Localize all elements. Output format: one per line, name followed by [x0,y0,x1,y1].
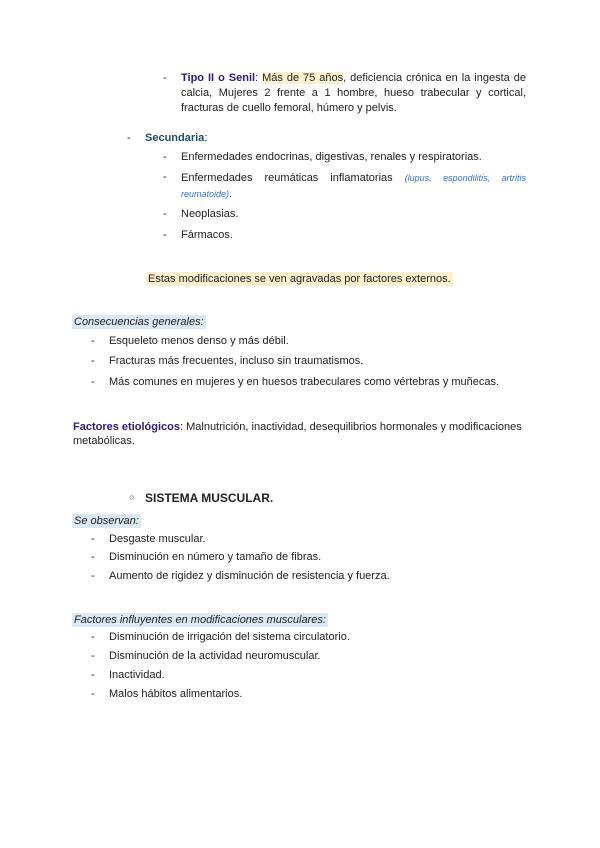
bullet-dash: - [127,132,131,144]
tipo2-highlight: Más de 75 años [262,72,344,84]
list-item: Enfermedades reumáticas inflamatorias (lupus, espondilitis, artritis reumatoide). [181,172,527,200]
secundaria-label: Secundaria [145,132,205,144]
bullet-dash: - [91,631,95,643]
observan-title: Se observan: [74,515,139,527]
agravadas-note: Estas modificaciones se ven agravadas por factores externos. [148,273,451,285]
list-item: Disminución de irrigación del sistema circulatorio. [109,631,350,643]
bullet-dash: - [91,688,95,700]
secundaria-heading: Secundaria: [145,132,208,144]
bullet-dash: - [91,355,95,367]
bullet-dash: - [163,208,167,220]
list-item-note: (lupus, espondilitis, artritis reumatoide) [181,173,527,199]
list-item: Neoplasias. [181,208,239,220]
list-item: Enfermedades endocrinas, digestivas, renales y respiratorias. [181,151,482,163]
factores-title: Factores influyentes en modificaciones musculares: [74,614,326,626]
list-item: Aumento de rigidez y disminución de resistencia y fuerza. [109,570,390,582]
list-item-text: Enfermedades reumáticas inflamatorias [181,172,393,184]
list-item: Inactividad. [109,669,165,681]
list-item: Desgaste muscular. [109,533,206,545]
list-item: Disminución de la actividad neuromuscular. [109,650,321,662]
list-item: Fármacos. [181,229,233,241]
bullet-dash: - [163,151,167,163]
tipo2-text: , deficiencia crónica en la ingesta de calcia, Mujeres 2 frente a 1 hombre, hueso trabecular y cortical, fracturas de cuello femoral, húmero y pelvis. [181,72,526,114]
list-item: Fracturas más frecuentes, incluso sin traumatismos. [109,355,364,367]
bullet-dash: - [91,376,95,388]
consecuencias-title: Consecuencias generales: [74,316,204,328]
circle-bullet-icon: ○ [129,492,135,502]
etiologicos-text: : Malnutrición, inactividad, desequilibrios hormonales y modificaciones metabólicas. [73,421,522,447]
bullet-dash: - [91,335,95,347]
list-item: Más comunes en mujeres y en huesos trabeculares como vértebras y muñecas. [109,376,500,388]
bullet-dash: - [163,72,167,84]
etiologicos-label: Factores etiológicos [73,421,180,433]
list-item: Malos hábitos alimentarios. [109,688,243,700]
list-item: Disminución en número y tamaño de fibras. [109,551,322,563]
tipo2-paragraph: Tipo II o Senil: Más de 75 años, deficiencia crónica en la ingesta de calcia, Mujeres 2 frente a 1 hombre, hueso trabecular y cortical, fracturas de cuello femoral, húmero y pelvis. [181,72,526,114]
list-item: Esqueleto menos denso y más débil. [109,335,289,347]
bullet-dash: - [91,669,95,681]
tipo2-label: Tipo II o Senil [181,72,256,84]
bullet-dash: - [91,570,95,582]
bullet-dash: - [163,171,167,183]
etiologicos-paragraph [73,420,528,448]
bullet-dash: - [91,650,95,662]
bullet-dash: - [163,229,167,241]
bullet-dash: - [91,533,95,545]
bullet-dash: - [91,551,95,563]
section-title: SISTEMA MUSCULAR. [145,491,274,505]
